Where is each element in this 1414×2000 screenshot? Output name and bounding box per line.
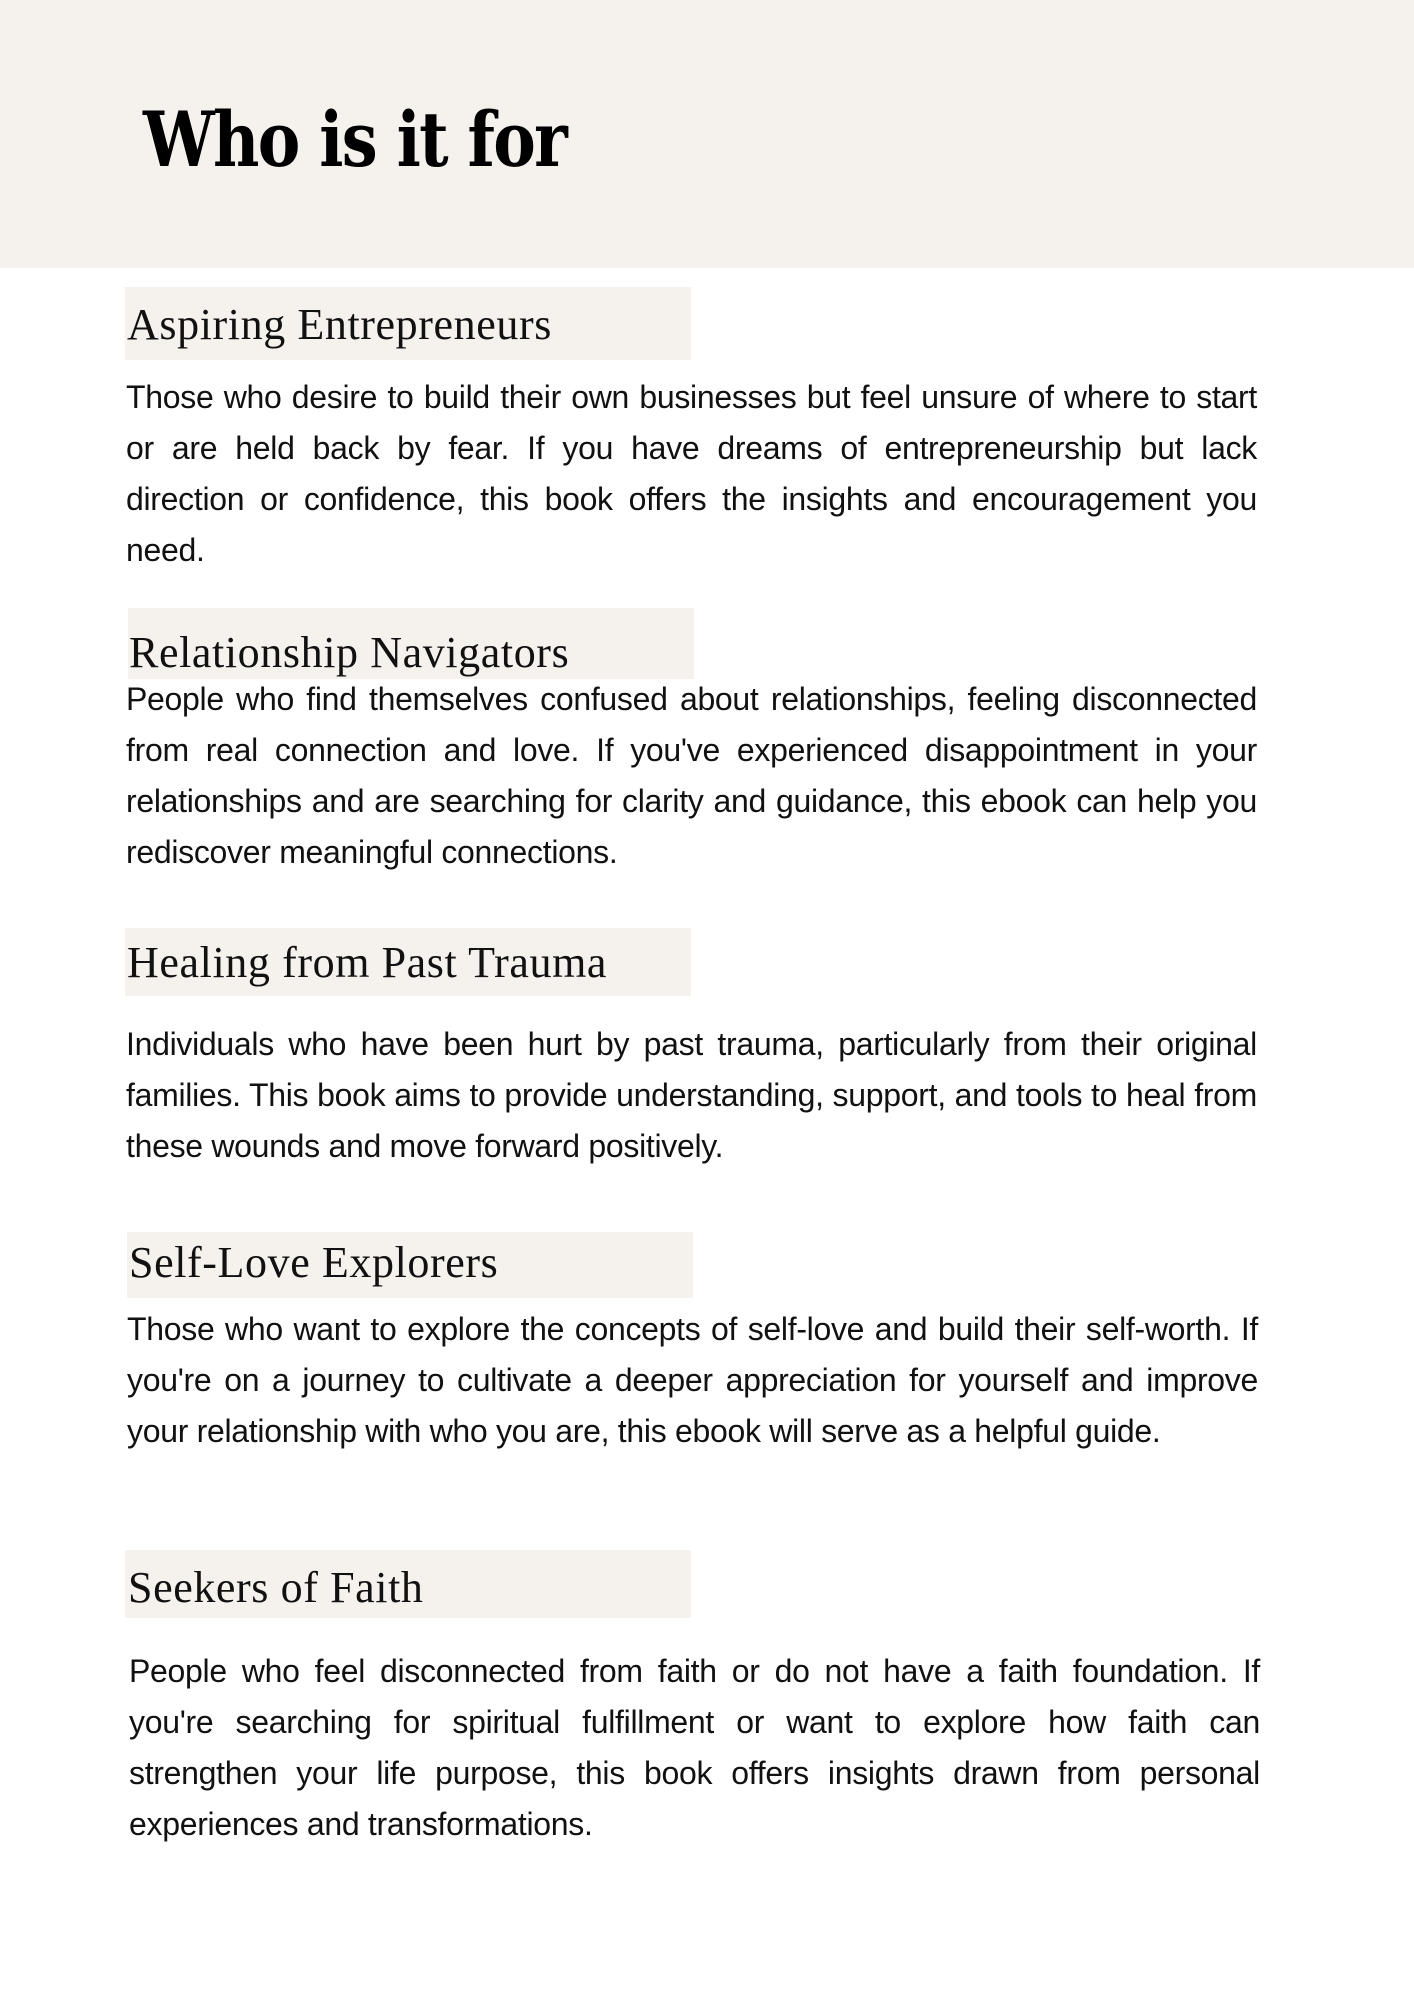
section-heading-box-seekers-of-faith (125, 1550, 691, 1618)
page-title: Who is it for (143, 95, 567, 184)
section-body: People who find themselves confused about relationships, feeling disconnected from real connection and love. If you've experienced disappointment in your relationships and are searching for clarity and guidance, this ebook can help you rediscover meaningful connections. (126, 681, 1257, 870)
section-heading: Relationship Navigators (129, 628, 570, 677)
section-body: Those who desire to build their own businesses but feel unsure of where to start or are held back by fear. If you have dreams of entrepreneurship but lack direction or confidence, this book offers the insights and encouragement you need. (126, 379, 1257, 568)
section-heading-box-self-love-explorers (127, 1232, 693, 1298)
section-heading-box-healing-from-past-trauma (125, 928, 691, 996)
section-body: Those who want to explore the concepts of self-love and build their self-worth. If you're on a journey to cultivate a deeper appreciation for yourself and improve your relationship with who you are, this ebook will serve as a helpful guide. (127, 1311, 1258, 1449)
section-heading: Healing from Past Trauma (127, 938, 608, 987)
section-body: Individuals who have been hurt by past trauma, particularly from their original families. This book aims to provide understanding, support, and tools to heal from these wounds and move forward positively. (126, 1026, 1257, 1164)
section-heading-box-aspiring-entrepreneurs (125, 287, 691, 360)
section-body: People who feel disconnected from faith or do not have a faith foundation. If you're searching for spiritual fulfillment or want to explore how faith can strengthen your life purpose, this book offers insights drawn from personal experiences and transformations. (129, 1653, 1260, 1842)
section-heading: Seekers of Faith (128, 1563, 424, 1612)
header-band (0, 0, 1414, 268)
section-heading: Aspiring Entrepreneurs (127, 300, 552, 349)
section-heading: Self-Love Explorers (129, 1238, 499, 1287)
section-heading-box-relationship-navigators (128, 608, 694, 679)
